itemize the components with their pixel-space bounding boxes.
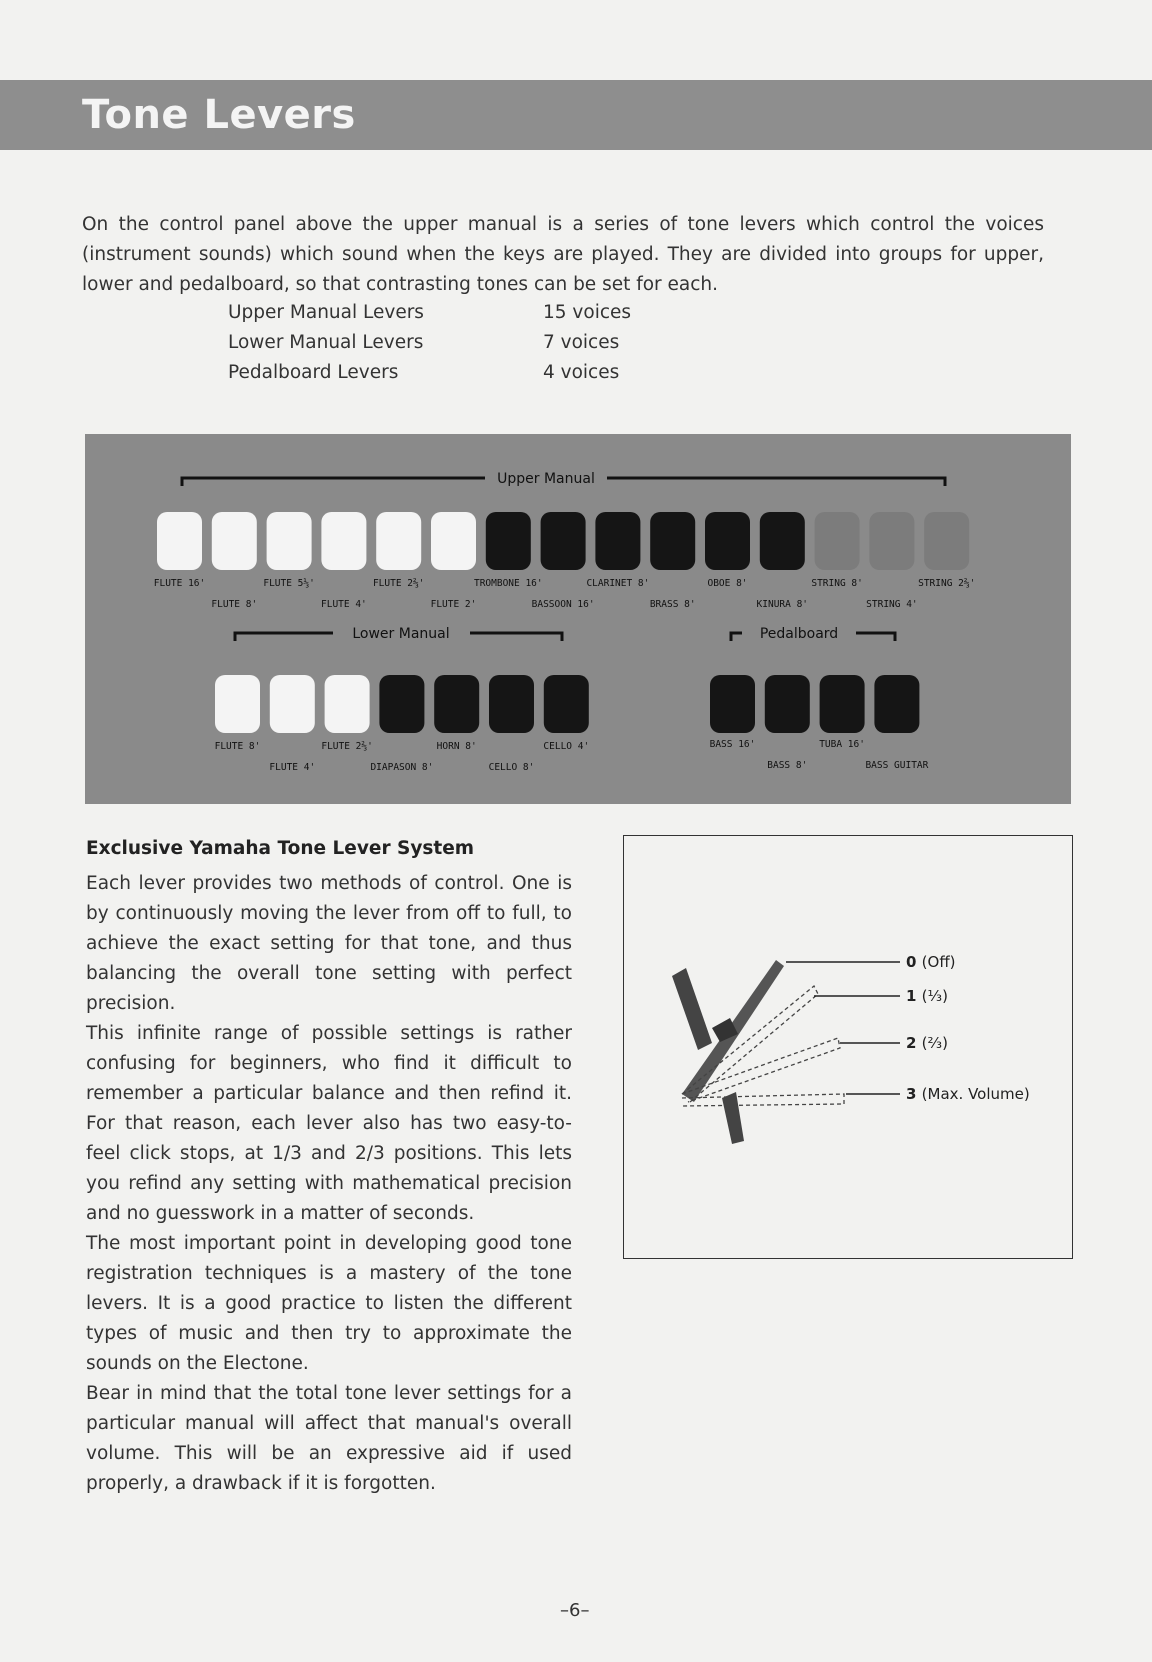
lower-manual-levers — [215, 675, 590, 773]
tone-lever-label: TUBA 16' — [819, 739, 865, 750]
page-number: –6– — [560, 1600, 590, 1621]
tone-lever[interactable] — [924, 512, 969, 570]
tone-lever[interactable] — [325, 675, 370, 733]
tone-lever[interactable] — [541, 512, 586, 570]
tone-lever-label: CLARINET 8' — [586, 578, 650, 589]
tone-lever-panel-illustration — [85, 434, 1071, 804]
tone-lever[interactable] — [376, 512, 421, 570]
tone-lever[interactable] — [874, 675, 919, 733]
tone-lever-label: KINURA 8' — [756, 599, 809, 610]
position-number: 0 — [906, 953, 917, 971]
section-paragraph: The most important point in developing good tone registration techniques is a mastery of the tone levers. It is a good practice to listen the different types of music and then try to approximate the sounds on the Electone. — [86, 1233, 572, 1374]
tone-lever-label: DIAPASON 8' — [370, 762, 434, 773]
position-number: 2 — [906, 1034, 917, 1052]
position-description: (⅔) — [921, 1034, 948, 1052]
tone-lever[interactable] — [321, 512, 366, 570]
lever-ghost-positions — [682, 986, 844, 1106]
tone-lever-system-section — [86, 835, 572, 1499]
tone-lever[interactable] — [434, 675, 479, 733]
tone-lever-label: FLUTE 4' — [321, 599, 367, 610]
pedalboard-levers — [710, 675, 929, 771]
upper-manual-levers — [154, 512, 976, 610]
pedalboard-label: Pedalboard — [759, 626, 839, 642]
intro-paragraph: On the control panel above the upper manual is a series of tone levers which control the voices (instrument sounds) which sound when the keys are played. They are divided into groups for upper, lower and pedalboard, so that contrasting tones can be set for each. — [82, 214, 1044, 295]
tone-lever-label: STRING 8' — [811, 578, 863, 589]
tone-lever-label: STRING 2⅔' — [918, 578, 976, 589]
voice-count-label: Upper Manual Levers — [228, 302, 424, 323]
tone-lever-label: FLUTE 8' — [214, 741, 261, 752]
tone-lever-label: BASS 8' — [767, 760, 808, 771]
voice-count-value: 7 voices — [543, 332, 620, 353]
tone-lever[interactable] — [765, 675, 810, 733]
tone-lever[interactable] — [869, 512, 914, 570]
tone-lever-label: STRING 4' — [866, 599, 918, 610]
lever-position-illustration — [624, 836, 1074, 1260]
tone-lever[interactable] — [431, 512, 476, 570]
position-description: (Off) — [921, 953, 956, 971]
tone-lever-label: CELLO 4' — [543, 741, 590, 752]
tone-lever[interactable] — [212, 512, 257, 570]
tone-lever-label: FLUTE 2⅔' — [321, 741, 373, 752]
position-number: 3 — [906, 1085, 917, 1103]
section-heading: Exclusive Yamaha Tone Lever System — [86, 838, 475, 859]
tone-lever-label: CELLO 8' — [488, 762, 535, 773]
tone-lever[interactable] — [705, 512, 750, 570]
tone-lever-label: FLUTE 2' — [430, 599, 477, 610]
voice-count-value: 15 voices — [543, 302, 632, 323]
tone-lever[interactable] — [710, 675, 755, 733]
tone-lever[interactable] — [157, 512, 202, 570]
tone-lever-panel — [85, 434, 1071, 804]
tone-lever[interactable] — [215, 675, 260, 733]
position-description: (⅓) — [921, 987, 948, 1005]
voice-count-label: Lower Manual Levers — [228, 332, 424, 353]
position-description: (Max. Volume) — [921, 1085, 1030, 1103]
voice-count-label: Pedalboard Levers — [228, 362, 399, 383]
position-2-label — [906, 1034, 948, 1052]
upper-manual-label: Upper Manual — [497, 471, 595, 487]
tone-lever-label: OBOE 8' — [707, 578, 748, 589]
tone-lever-label: FLUTE 16' — [153, 578, 206, 589]
tone-lever[interactable] — [595, 512, 640, 570]
tone-lever[interactable] — [486, 512, 531, 570]
tone-lever-label: FLUTE 8' — [211, 599, 258, 610]
page-title: Tone Levers — [82, 92, 356, 138]
lever-slot-illustration — [672, 968, 744, 1144]
tone-lever[interactable] — [760, 512, 805, 570]
position-3-label — [906, 1085, 1030, 1103]
tone-lever[interactable] — [489, 675, 534, 733]
tone-lever-label: BASS GUITAR — [865, 760, 929, 771]
position-1-label — [906, 987, 948, 1005]
tone-lever[interactable] — [267, 512, 312, 570]
position-number: 1 — [906, 987, 917, 1005]
tone-lever-label: BASS 16' — [709, 739, 756, 750]
tone-lever-label: FLUTE 5⅓' — [263, 578, 315, 589]
tone-lever-label: BRASS 8' — [649, 599, 696, 610]
tone-lever[interactable] — [815, 512, 860, 570]
voice-count-value: 4 voices — [543, 362, 620, 383]
position-0-label — [906, 953, 956, 971]
tone-lever-label: FLUTE 4' — [269, 762, 316, 773]
tone-lever[interactable] — [820, 675, 865, 733]
lower-manual-label: Lower Manual — [352, 626, 450, 642]
tone-lever-label: FLUTE 2⅔' — [372, 578, 425, 589]
tone-lever[interactable] — [650, 512, 695, 570]
tone-lever-label: HORN 8' — [436, 741, 477, 752]
section-paragraph: Each lever provides two methods of control. One is by continuously moving the lever from off to full, to achieve the exact setting for that tone, and thus balancing the overall tone setting with perfect precision. — [86, 873, 572, 1014]
section-paragraph: This infinite range of possible settings is rather confusing for beginners, who find it difficult to remember a particular balance and then refind it. For that reason, each lever also has two easy-to-feel click stops, at 1/3 and 2/3 positions. This lets you refind any setting with mathematical precision and no guesswork in a matter of seconds. — [86, 1023, 572, 1224]
tone-lever[interactable] — [379, 675, 424, 733]
tone-lever[interactable] — [544, 675, 589, 733]
tone-lever-label: TROMBONE 16' — [473, 578, 543, 589]
lever-position-diagram — [623, 835, 1073, 1259]
lever-leader-lines — [786, 962, 900, 1094]
tone-lever[interactable] — [270, 675, 315, 733]
section-paragraph: Bear in mind that the total tone lever settings for a particular manual will affect that manual's overall volume. This will be an expressive aid if used properly, a drawback if it is forgotten. — [86, 1383, 572, 1494]
tone-lever-label: BASSOON 16' — [531, 599, 595, 610]
